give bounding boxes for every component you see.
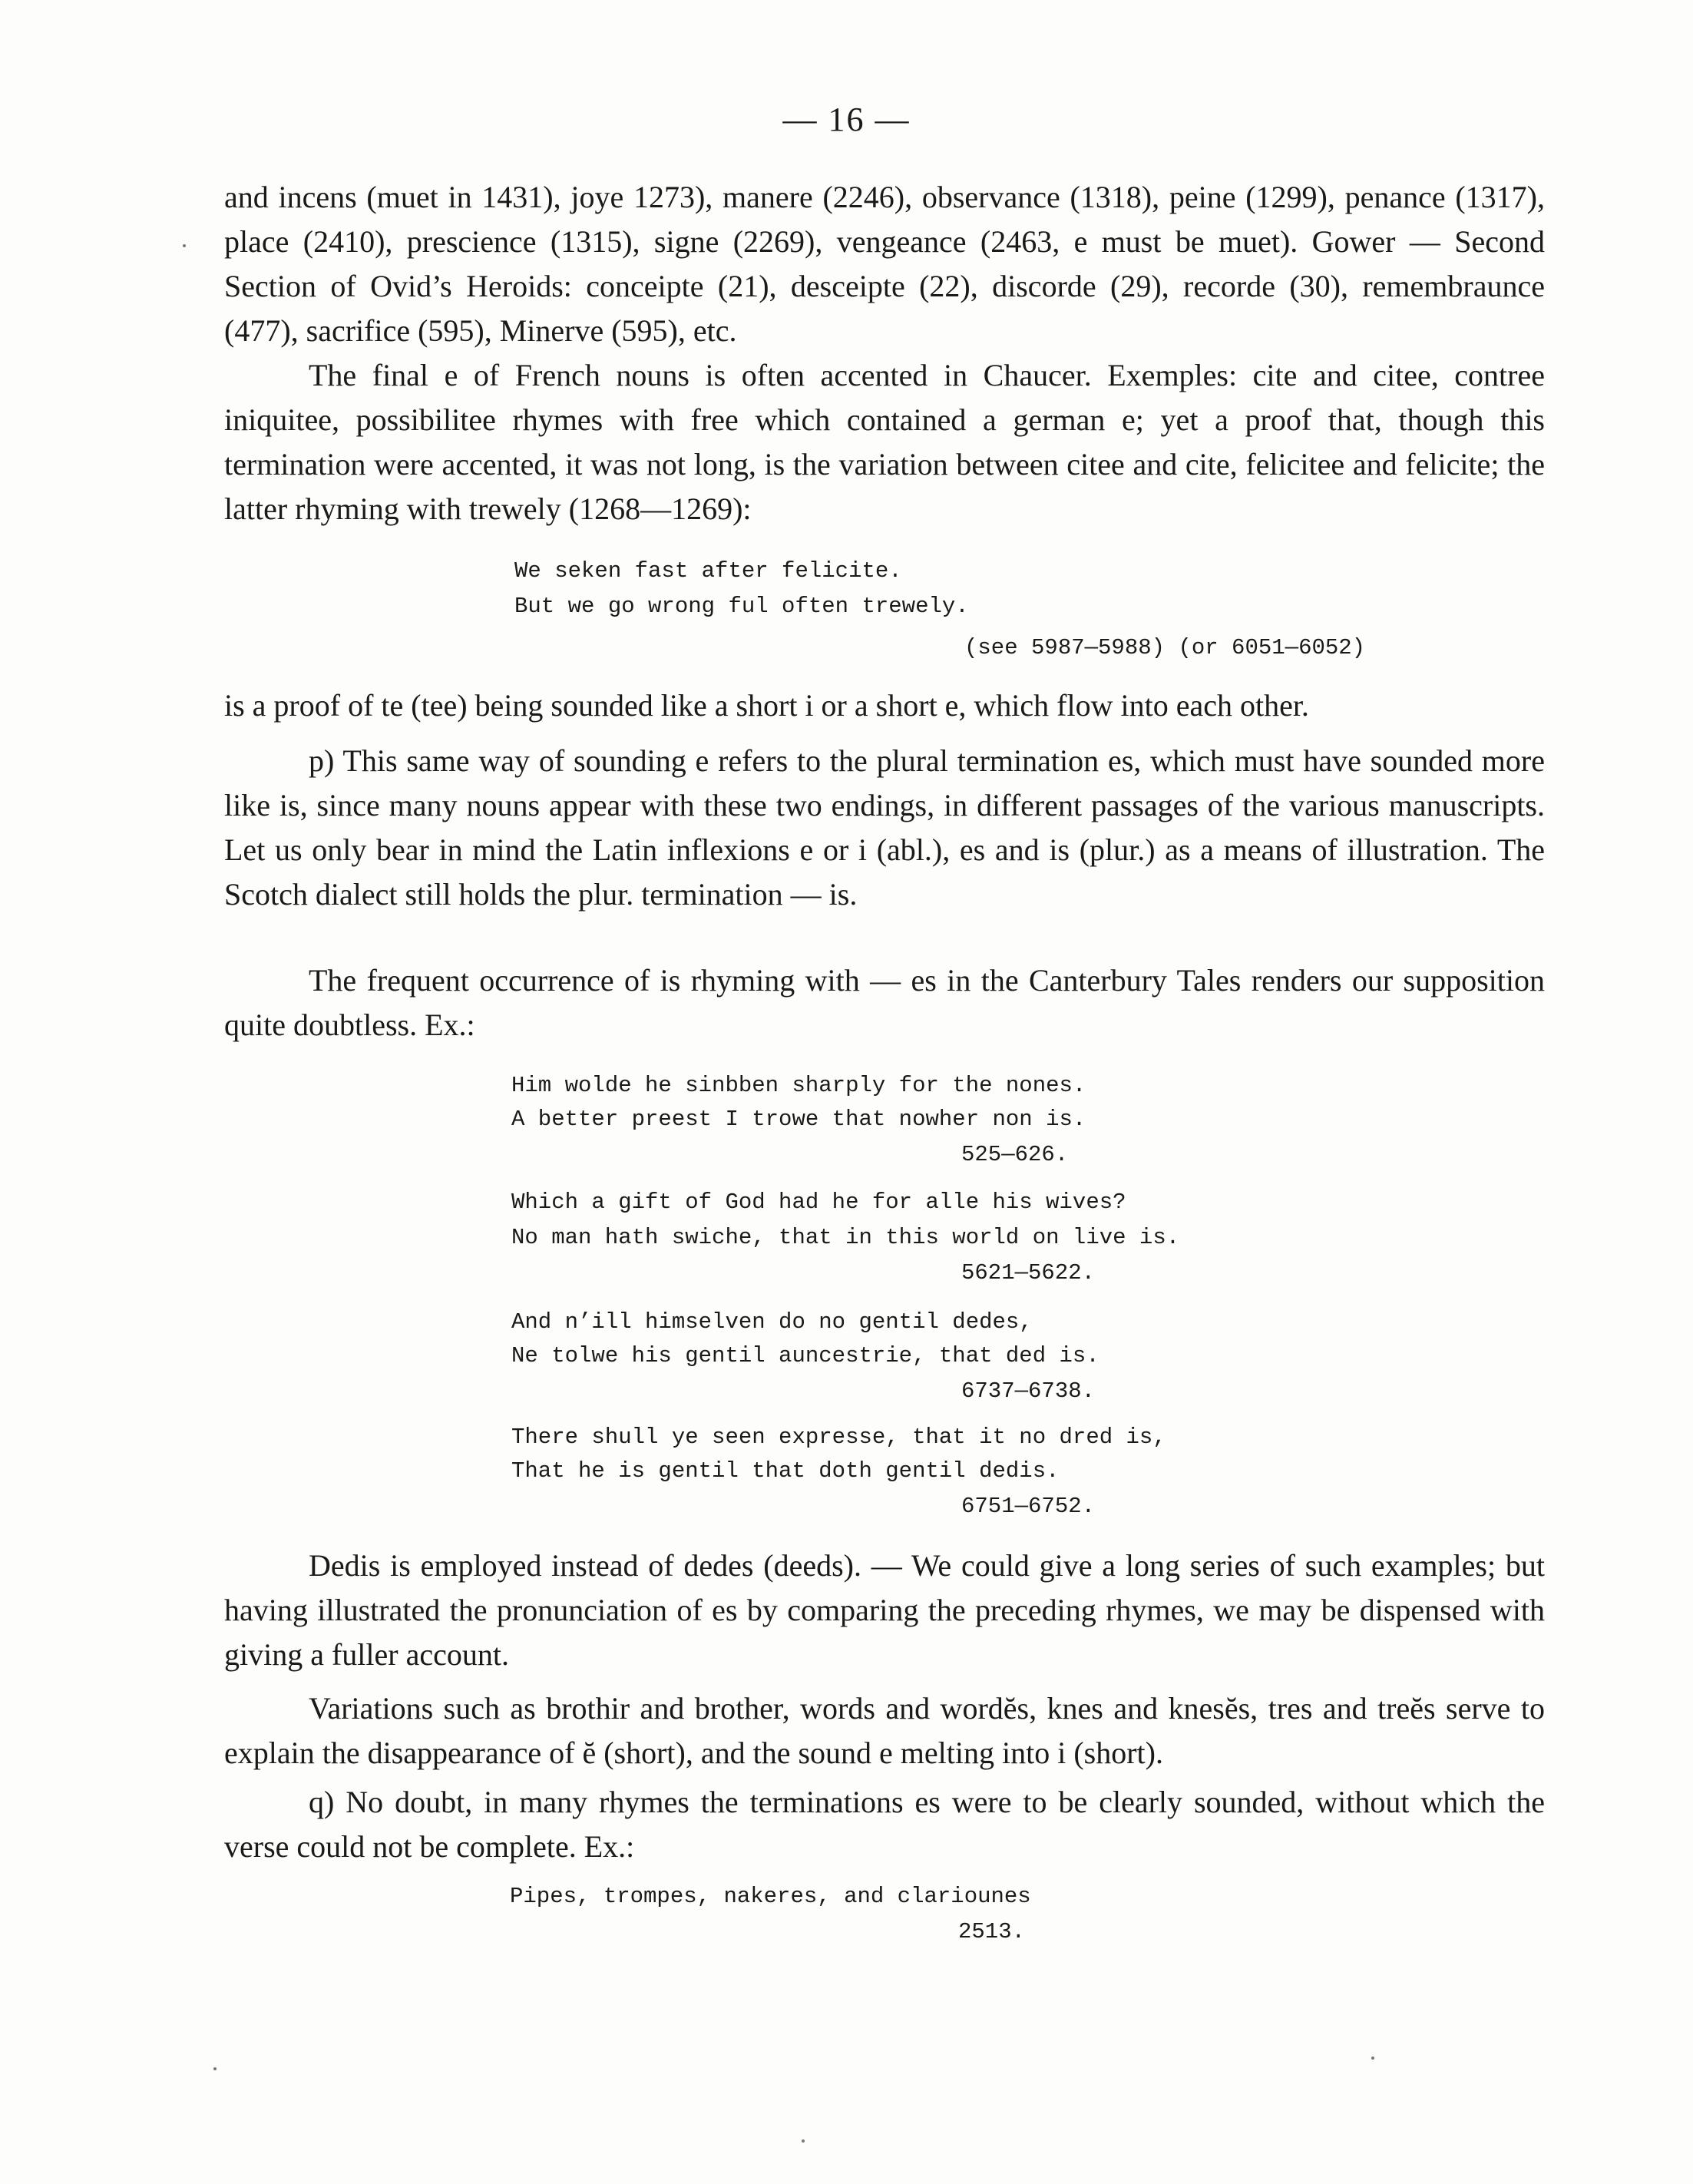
paragraph-2-text: The final e of French nouns is often accented in Chaucer. Exemples: cite and citee, contree iniquitee, possibilitee rhymes with free which contained a german e; yet a proof that, though this termination were accented, it was not long, is the variation between citee and cite, felicitee and felicite; the latter rhyming with trewely (1268—1269): bbox=[224, 358, 1545, 526]
paragraph-3 bbox=[224, 683, 1545, 728]
paragraph-3-text: is a proof of te (tee) being sounded like a short i or a short e, which flow into each other. bbox=[224, 688, 1309, 723]
scan-speck bbox=[1371, 2057, 1374, 2060]
quote-1-line-2: But we go wrong ful often trewely. bbox=[514, 594, 969, 619]
paragraph-7-text: Variations such as brothir and brother, words and wordĕs, knes and knesĕs, tres and treĕs serve to explain the disappearance of ĕ (short), and the sound e melting into i (short). bbox=[224, 1691, 1545, 1770]
paragraph-6 bbox=[224, 1544, 1545, 1677]
paragraph-1 bbox=[224, 175, 1545, 353]
scan-speck bbox=[213, 2067, 217, 2070]
paragraph-4-text: p) This same way of sounding e refers to the plural termination es, which must have sounded more like is, since many nouns appear with these two endings, in different passages of the various manuscripts. Let us only bear in mind the Latin inflexions e or i (abl.), es and is (plur.) as a means of illustration. The Scotch dialect still holds the plur. termination — is. bbox=[224, 743, 1545, 912]
quote-5-line-1: There shull ye seen expresse, that it no dred is, bbox=[511, 1425, 1166, 1450]
quote-1-reference: (see 5987—5988) (or 6051—6052) bbox=[964, 635, 1366, 660]
quote-2-reference: 525—626. bbox=[961, 1142, 1069, 1167]
quote-4-line-2: Ne tolwe his gentil auncestrie, that ded is. bbox=[511, 1343, 1099, 1368]
paragraph-5 bbox=[224, 958, 1545, 1047]
quote-5-reference: 6751—6752. bbox=[961, 1494, 1096, 1519]
paragraph-8 bbox=[224, 1780, 1545, 1869]
quote-4-line-1: And n’ill himselven do no gentil dedes, bbox=[511, 1309, 1033, 1335]
paragraph-2 bbox=[224, 353, 1545, 531]
quote-1-line-1: We seken fast after felicite. bbox=[514, 558, 902, 584]
scan-speck bbox=[802, 2139, 805, 2143]
quote-3-line-2: No man hath swiche, that in this world on live is. bbox=[511, 1225, 1180, 1250]
quote-2-line-1: Him wolde he sinbben sharply for the nones. bbox=[511, 1073, 1086, 1098]
paragraph-8-text: q) No doubt, in many rhymes the terminations es were to be clearly sounded, without which the verse could not be complete. Ex.: bbox=[224, 1785, 1545, 1864]
quote-4-reference: 6737—6738. bbox=[961, 1378, 1096, 1404]
quote-6-reference: 2513. bbox=[958, 1919, 1026, 1944]
quote-3-line-1: Which a gift of God had he for alle his wives? bbox=[511, 1190, 1126, 1215]
paragraph-1-text: and incens (muet in 1431), joye 1273), manere (2246), observance (1318), peine (1299), penance (1317), place (2410), prescience (1315), signe (2269), vengeance (2463, e must be muet). Gower — Second Section of Ovid’s Heroids: conceipte (21), desceipte (22), discorde (29), recorde (30), remembraunce (477), sacrifice (595), Minerve (595), etc. bbox=[224, 180, 1545, 348]
quote-6-line-1: Pipes, trompes, nakeres, and clariounes bbox=[510, 1884, 1031, 1909]
scan-speck bbox=[183, 244, 186, 247]
paragraph-5-text: The frequent occurrence of is rhyming with — es in the Canterbury Tales renders our supposition quite doubtless. Ex.: bbox=[224, 963, 1545, 1042]
paragraph-4 bbox=[224, 739, 1545, 917]
quote-5-line-2: That he is gentil that doth gentil dedis. bbox=[511, 1458, 1060, 1484]
paragraph-7 bbox=[224, 1686, 1545, 1775]
paragraph-6-text: Dedis is employed instead of dedes (deeds). — We could give a long series of such examples; but having illustrated the pronunciation of es by comparing the preceding rhymes, we may be dispensed with giving a fuller account. bbox=[224, 1548, 1545, 1672]
page-number: — 16 — bbox=[782, 101, 911, 138]
quote-3-reference: 5621—5622. bbox=[961, 1260, 1096, 1286]
quote-2-line-2: A better preest I trowe that nowher non is. bbox=[511, 1107, 1086, 1132]
